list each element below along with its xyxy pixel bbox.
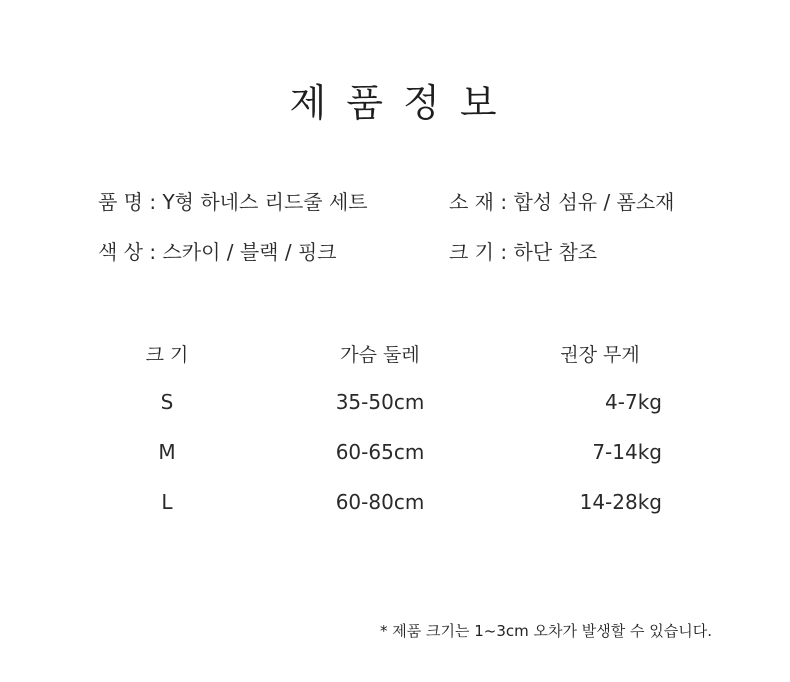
table-cell-size: M [158,440,176,464]
info-product-name: 품 명 : Y형 하네스 리드줄 세트 [98,190,368,214]
table-cell-weight: 4-7kg [605,390,662,414]
table-cell-size: S [160,390,174,414]
table-cell-chest: 60-80cm [335,490,425,514]
info-size: 크 기 : 하단 참조 [449,240,598,264]
table-header-chest: 가슴 둘레 [340,344,420,366]
table-cell-size: L [161,490,173,514]
table-header-size: 크 기 [145,344,189,366]
info-material: 소 재 : 합성 섬유 / 폼소재 [449,190,675,214]
info-color: 색 상 : 스카이 / 블랙 / 핑크 [98,240,337,264]
page-title: 제 품 정 보 [289,81,501,125]
table-header-weight: 권장 무게 [560,344,640,366]
table-cell-chest: 60-65cm [335,440,425,464]
tolerance-note: * 제품 크기는 1~3cm 오차가 발생할 수 있습니다. [380,622,713,640]
table-cell-weight: 7-14kg [592,440,662,464]
table-cell-weight: 14-28kg [579,490,662,514]
table-cell-chest: 35-50cm [335,390,425,414]
